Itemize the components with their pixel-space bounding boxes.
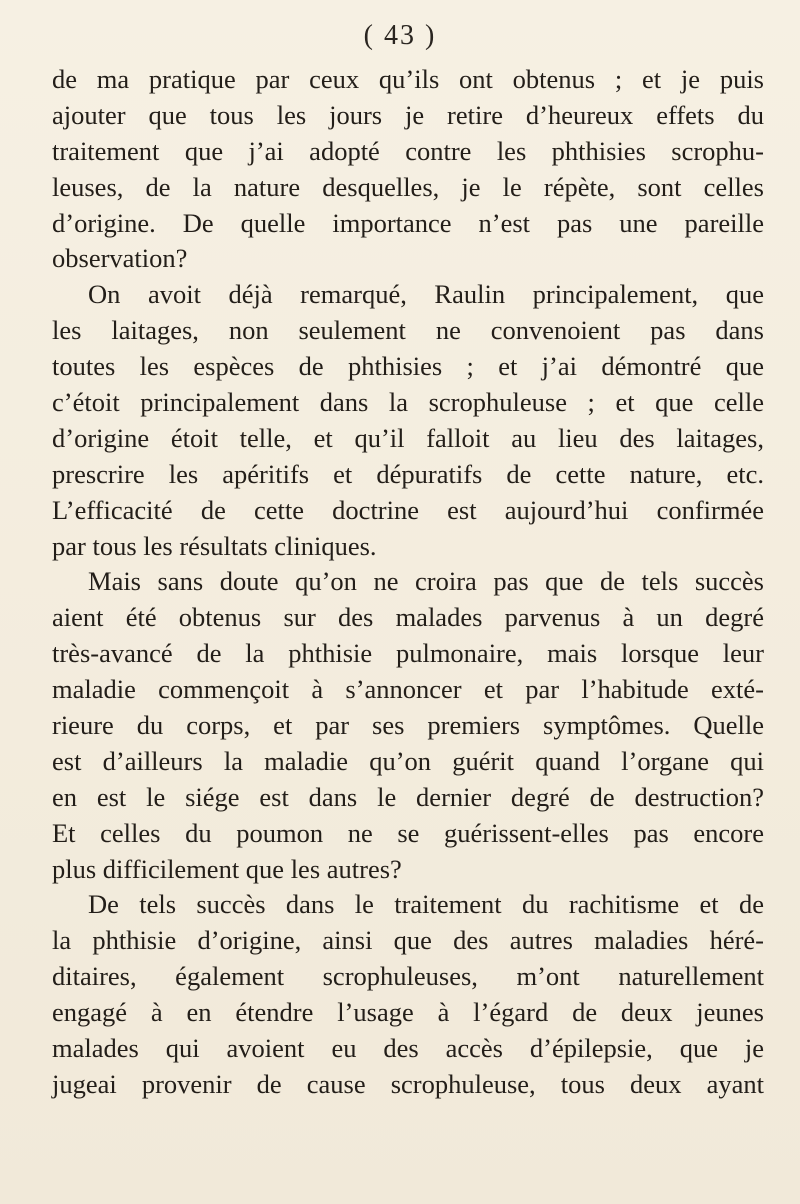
text-line: leuses, de la nature desquelles, je le répète, sont celles	[52, 171, 764, 202]
text-line: On avoit déjà remarqué, Raulin principalement, que	[88, 279, 764, 310]
text-line: malades qui avoient eu des accès d’épilepsie, que je	[52, 1033, 764, 1064]
page-number: ( 43 )	[363, 20, 437, 51]
text-line: aient été obtenus sur des malades parvenus à un degré	[52, 602, 764, 633]
text-line: observation?	[52, 243, 188, 274]
text-line: la phthisie d’origine, ainsi que des autres maladies héré-	[52, 925, 764, 956]
text-line: traitement que j’ai adopté contre les phthisies scrophu-	[52, 135, 764, 166]
text-line: L’efficacité de cette doctrine est aujourd’hui confirmée	[52, 494, 764, 525]
body-text	[52, 62, 764, 1103]
text-line: maladie commençoit à s’annoncer et par l’habitude exté-	[52, 674, 764, 705]
text-line: est d’ailleurs la maladie qu’on guérit quand l’organe qui	[52, 745, 764, 776]
text-line: ajouter que tous les jours je retire d’heureux effets du	[52, 99, 764, 130]
text-line: engagé à en étendre l’usage à l’égard de deux jeunes	[52, 997, 764, 1028]
text-line: en est le siége est dans le dernier degré de destruction?	[52, 781, 764, 812]
text-line: toutes les espèces de phthisies ; et j’ai démontré que	[52, 351, 764, 382]
text-line: très-avancé de la phthisie pulmonaire, mais lorsque leur	[52, 638, 764, 669]
text-line: prescrire les apéritifs et dépuratifs de cette nature, etc.	[52, 458, 764, 489]
text-line: d’origine étoit telle, et qu’il falloit au lieu des laitages,	[52, 422, 764, 453]
text-line: rieure du corps, et par ses premiers symptômes. Quelle	[52, 710, 764, 741]
text-line: les laitages, non seulement ne convenoient pas dans	[52, 315, 764, 346]
text-line: jugeai provenir de cause scrophuleuse, tous deux ayant	[52, 1068, 764, 1099]
text-line: Mais sans doute qu’on ne croira pas que de tels succès	[88, 566, 764, 597]
text-line: De tels succès dans le traitement du rachitisme et de	[88, 889, 764, 920]
text-line: par tous les résultats cliniques.	[52, 530, 377, 561]
text-line: de ma pratique par ceux qu’ils ont obtenus ; et je puis	[52, 64, 764, 94]
text-line: plus difficilement que les autres?	[52, 853, 402, 884]
text-line: ditaires, également scrophuleuses, m’ont naturellement	[52, 961, 764, 992]
text-line: Et celles du poumon ne se guérissent-elles pas encore	[52, 817, 764, 848]
text-line: c’étoit principalement dans la scrophuleuse ; et que celle	[52, 387, 764, 418]
text-line: d’origine. De quelle importance n’est pas une pareille	[52, 207, 764, 238]
